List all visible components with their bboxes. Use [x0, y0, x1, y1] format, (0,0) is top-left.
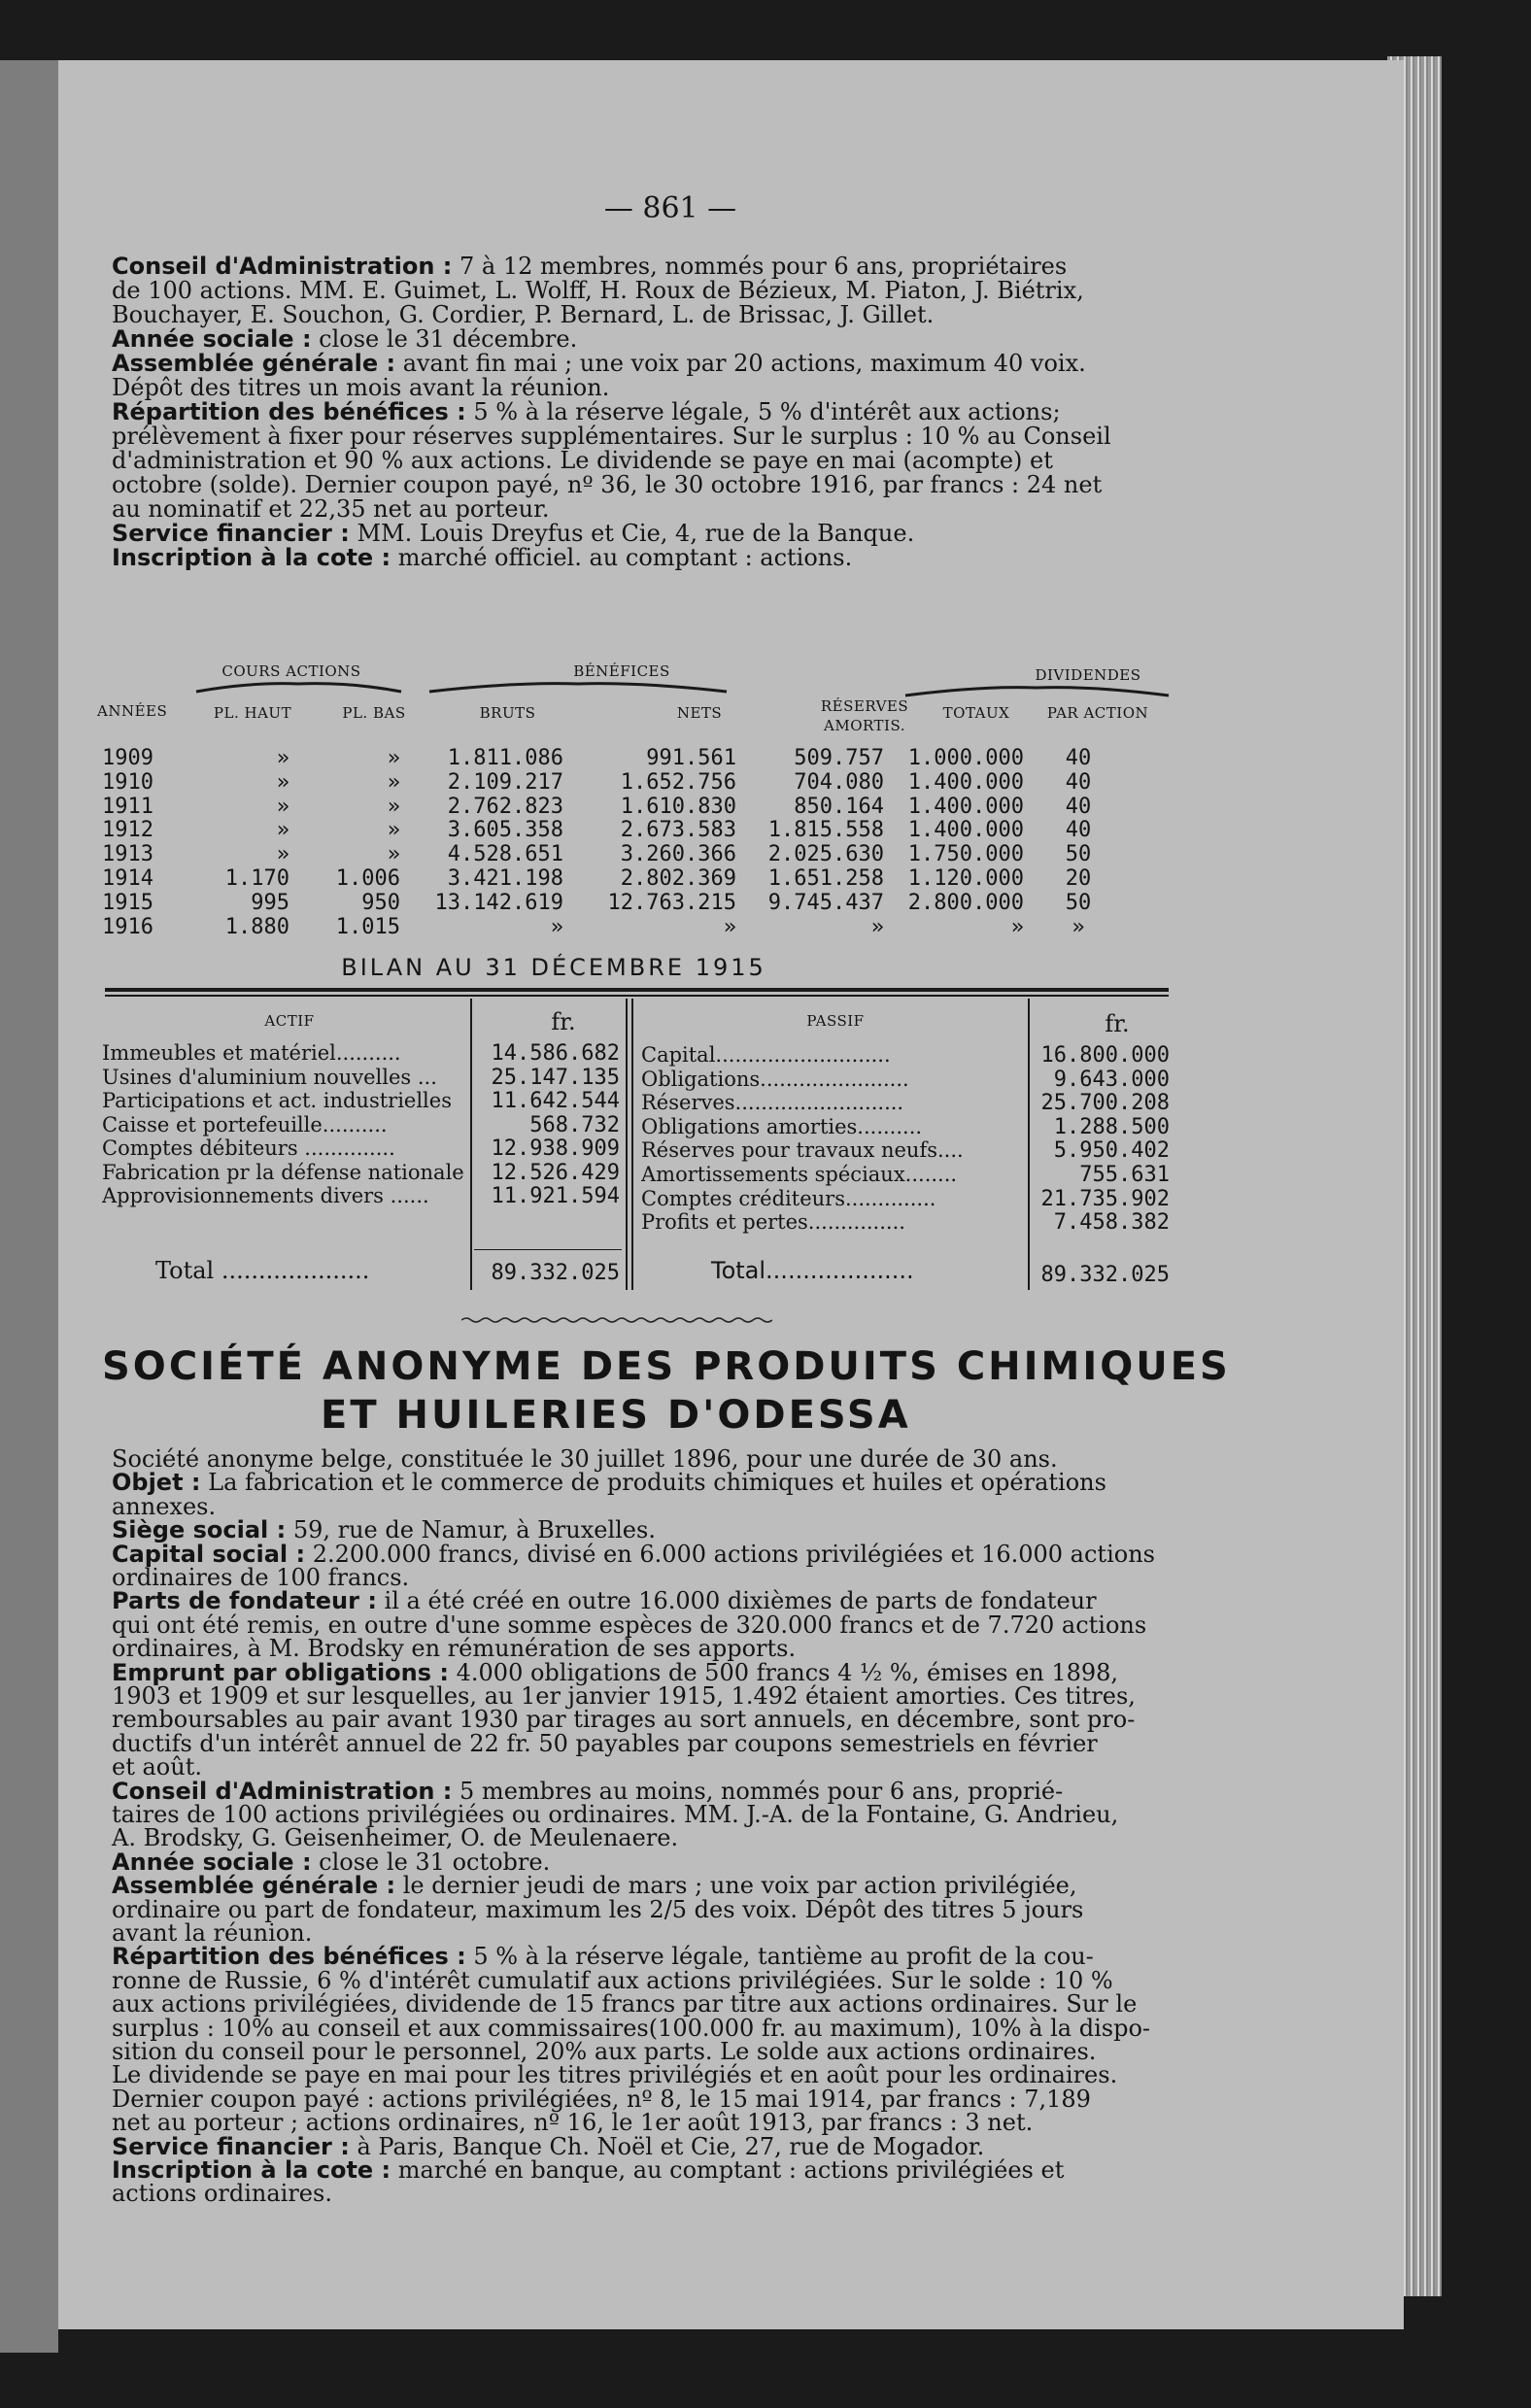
stats-cell: 1.750.000: [907, 842, 1024, 867]
sec2-line: [112, 1755, 202, 1780]
stats-cell: 991.561: [646, 746, 736, 770]
sec2-text: 5 % à la réserve légale, tantième au profit de la cou-: [465, 1943, 1094, 1971]
sec1-line: [112, 449, 1053, 473]
sec2-line: [112, 1540, 1155, 1568]
passif-value: 25.700.208: [1040, 1091, 1170, 1116]
stats-cell: 1.652.756: [620, 769, 736, 795]
bilan-vline-1: [470, 999, 472, 1290]
actif-value: 12.526.429: [491, 1160, 620, 1185]
sec1-line: [112, 497, 550, 522]
stats-cell: 2.800.000: [907, 890, 1024, 915]
sec2-line: [112, 1826, 678, 1850]
sec2-text: le dernier jeudi de mars ; une voix par action privilégiée,: [395, 1872, 1077, 1900]
passif-value: 1.288.500: [1053, 1114, 1170, 1139]
passif-value: 16.800.000: [1040, 1043, 1170, 1068]
stats-cell: »: [387, 842, 400, 867]
sec2-label: Assemblée générale :: [112, 1872, 396, 1900]
sec1-text: close le 31 décembre.: [311, 325, 578, 353]
sec2-line: [112, 2132, 985, 2160]
sec2-text: et août.: [112, 1753, 202, 1781]
total-passif-value: 89.332.025: [1040, 1263, 1170, 1287]
sec2-label: Capital social :: [112, 1540, 306, 1568]
company-title-line1: SOCIÉTÉ ANONYME DES PRODUITS CHIMIQUES: [102, 1344, 1231, 1389]
stats-cell: »: [276, 746, 289, 770]
group-cours-actions: COURS ACTIONS: [221, 662, 361, 680]
sec2-text: qui ont été remis, en outre d'une somme espèces de 320.000 francs et de 7.720 actions: [112, 1611, 1147, 1639]
facing-page-edge: [0, 60, 58, 2353]
group-dividendes: DIVIDENDES: [1035, 666, 1141, 684]
sec1-label: Répartition des bénéfices :: [112, 398, 466, 425]
actif-value: 25.147.135: [491, 1065, 620, 1090]
stats-header: PL. HAUT: [213, 704, 292, 722]
stats-cell: »: [276, 842, 289, 867]
sec2-line: [112, 2063, 1117, 2087]
stats-cell: 704.080: [794, 769, 884, 795]
passif-item: Obligations.......................: [641, 1067, 909, 1091]
stats-cell: 3.260.366: [620, 842, 736, 867]
sec1-line: [112, 279, 1084, 303]
bilan-title: BILAN AU 31 DÉCEMBRE 1915: [341, 954, 766, 981]
passif-value: 7.458.382: [1053, 1210, 1170, 1236]
actif-value: 14.586.682: [491, 1041, 620, 1066]
stats-year: 1910: [102, 769, 153, 795]
stats-cell: 1.006: [335, 866, 400, 891]
stats-cell: 50: [1065, 842, 1092, 867]
passif-item: Amortissements spéciaux........: [641, 1163, 958, 1186]
bilan-vline-3: [631, 999, 633, 1290]
actif-item: Approvisionnements divers ......: [102, 1184, 429, 1207]
sec1-label: Inscription à la cote :: [112, 544, 391, 571]
stats-cell: 1.400.000: [907, 818, 1024, 843]
actif-item: Comptes débiteurs ..............: [102, 1136, 395, 1160]
sec2-line: [112, 2040, 1096, 2064]
sec2-text: La fabrication et le commerce de produits chimiques et huiles et opérations: [200, 1469, 1106, 1497]
stats-cell: 40: [1065, 818, 1092, 843]
passif-value: 21.735.902: [1040, 1186, 1170, 1211]
sec2-line: [112, 1729, 1098, 1757]
stats-year: 1909: [102, 746, 153, 770]
sec1-text: prélèvement à fixer pour réserves supplémentaires. Sur le surplus : 10 % au Conseil: [112, 423, 1111, 450]
passif-item: Réserves..........................: [641, 1091, 904, 1115]
sec2-text: ordinaires de 100 francs.: [112, 1564, 410, 1591]
sec1-line: [112, 522, 914, 546]
actif-total-rule: [474, 1249, 622, 1250]
stats-cell: 40: [1065, 769, 1092, 795]
stats-cell: 2.762.823: [447, 794, 563, 819]
stats-cell: 3.605.358: [447, 818, 563, 843]
stats-cell: 850.164: [794, 794, 884, 819]
bilan-rule-top2: [105, 995, 1169, 997]
sec2-line: [112, 1471, 1106, 1495]
sec2-label: Objet :: [112, 1469, 201, 1497]
bilan-vline-2: [626, 999, 628, 1290]
decorative-wave-rule: [461, 1309, 772, 1328]
sec1-text: avant fin mai ; une voix par 20 actions, maximum 40 voix.: [395, 350, 1086, 377]
sec2-line: [112, 1921, 312, 1946]
sec2-text: 2.200.000 francs, divisé en 6.000 actions privilégiées et 16.000 actions: [305, 1540, 1155, 1568]
stats-cell: »: [1010, 914, 1024, 939]
stats-cell: 50: [1065, 890, 1092, 915]
sec2-text: A. Brodsky, G. Geisenheimer, O. de Meulenaere.: [112, 1824, 679, 1852]
group-benefices: BÉNÉFICES: [573, 662, 670, 680]
sec1-line: [112, 400, 1061, 424]
stats-cell: 12.763.215: [607, 890, 736, 915]
stats-cell: »: [387, 794, 400, 819]
stats-year: 1911: [102, 794, 153, 819]
stats-header: PAR ACTION: [1046, 704, 1149, 722]
stats-year: 1912: [102, 818, 153, 843]
stats-header: ANNÉES: [97, 702, 168, 720]
sec2-line: [112, 1803, 1118, 1827]
sec2-text: ordinaire ou part de fondateur, maximum les 2/5 des voix. Dépôt des titres 5 jours: [112, 1895, 1084, 1923]
sec2-text: taires de 100 actions privilégiées ou ordinaires. MM. J.-A. de la Fontaine, G. Andrieu,: [112, 1801, 1119, 1828]
sec1-text: Dépôt des titres un mois avant la réunion.: [112, 374, 610, 401]
sec2-line: [112, 1992, 1137, 2017]
sec2-label: Emprunt par obligations :: [112, 1658, 449, 1686]
stats-cell: »: [387, 746, 400, 770]
passif-item: Réserves pour travaux neufs....: [641, 1138, 964, 1163]
passif-fr: fr.: [1105, 1010, 1130, 1037]
sec2-line: [112, 1966, 1113, 1994]
sec2-text: 1903 et 1909 et sur lesquelles, au 1er janvier 1915, 1.492 étaient amorties. Ces titres,: [112, 1682, 1136, 1710]
sec1-line: [112, 473, 1102, 497]
sec1-text: d'administration et 90 % aux actions. Le dividende se paye en mai (acompte) et: [112, 447, 1053, 474]
stats-cell: 1.120.000: [907, 866, 1024, 891]
passif-item: Profits et pertes...............: [641, 1210, 905, 1235]
stats-cell: 1.170: [224, 866, 289, 891]
sec1-line: [112, 303, 934, 327]
sec2-text: surplus : 10% au conseil et aux commissaires(100.000 fr. au maximum), 10% à la dispo-: [112, 2014, 1150, 2042]
passif-value: 9.643.000: [1053, 1067, 1170, 1092]
stats-cell: 1.815.558: [767, 818, 884, 843]
sec2-text: net au porteur ; actions ordinaires, nº 16, le 1er août 1913, par francs : 3 net.: [112, 2109, 1034, 2137]
sec2-line: [112, 1589, 1097, 1613]
stats-cell: »: [1072, 914, 1085, 939]
brace-benefices: [427, 680, 729, 694]
sec2-text: 59, rue de Namur, à Bruxelles.: [286, 1516, 656, 1544]
stats-header: RÉSERVES AMORTIS.: [820, 697, 909, 734]
sec2-text: annexes.: [112, 1492, 217, 1520]
sec2-label: Service financier :: [112, 2132, 350, 2160]
sec2-label: Année sociale :: [112, 1848, 312, 1876]
sec2-line: [112, 1777, 1064, 1805]
sec1-line: [112, 254, 1067, 279]
actif-header: ACTIF: [264, 1012, 315, 1030]
sec1-text: au nominatif et 22,35 net au porteur.: [112, 495, 550, 523]
stats-cell: »: [723, 914, 736, 939]
actif-value: 568.732: [529, 1112, 620, 1137]
stats-cell: 1.400.000: [907, 769, 1024, 795]
sec2-line: [112, 1492, 217, 1520]
actif-item: Immeubles et matériel..........: [102, 1041, 401, 1065]
sec2-line: [112, 1637, 796, 1661]
passif-item: Comptes créditeurs..............: [641, 1186, 936, 1210]
sec1-line: [112, 327, 577, 352]
sec2-text: actions ordinaires.: [112, 2180, 332, 2208]
stats-cell: 1.880: [224, 914, 289, 939]
brace-cours: [194, 680, 403, 694]
sec1-text: octobre (solde). Dernier coupon payé, nº 36, le 30 octobre 1916, par francs : 24 net: [112, 471, 1103, 498]
sec1-text: marché officiel. au comptant : actions.: [391, 544, 853, 571]
sec2-text: avant la réunion.: [112, 1919, 313, 1947]
bilan-vline-4: [1028, 999, 1030, 1290]
stats-header: BRUTS: [479, 704, 536, 722]
stats-cell: 1.015: [335, 914, 400, 939]
stats-cell: 1.811.086: [447, 746, 563, 770]
sec1-text: Bouchayer, E. Souchon, G. Cordier, P. Bernard, L. de Brissac, J. Gillet.: [112, 301, 935, 328]
sec2-line: [112, 2182, 332, 2206]
sec2-line: [112, 2087, 1091, 2112]
stats-cell: 1.000.000: [907, 746, 1024, 770]
stats-header: PL. BAS: [342, 704, 406, 722]
stats-cell: 20: [1065, 866, 1092, 891]
stats-cell: 13.142.619: [434, 890, 563, 915]
stats-cell: »: [550, 914, 563, 939]
stats-year: 1915: [102, 890, 153, 915]
sec2-line: [112, 1658, 1119, 1686]
stats-cell: 40: [1065, 794, 1092, 819]
stats-header: NETS: [676, 704, 723, 722]
passif-header: PASSIF: [806, 1012, 865, 1030]
sec2-label: Inscription à la cote :: [112, 2156, 391, 2184]
stats-cell: 2.025.630: [767, 842, 884, 867]
sec2-line: [112, 1684, 1136, 1709]
sec2-label: Siège social :: [112, 1516, 287, 1544]
sec2-text: remboursables au pair avant 1930 par tirages au sort annuels, en décembre, sont pro-: [112, 1706, 1136, 1734]
stats-cell: 1.610.830: [620, 794, 736, 819]
stats-cell: 40: [1065, 746, 1092, 770]
sec2-text: sition du conseil pour le personnel, 20% aux parts. Le solde aux actions ordinaires.: [112, 2038, 1097, 2065]
passif-value: 5.950.402: [1053, 1138, 1170, 1164]
total-actif-value: 89.332.025: [491, 1261, 620, 1285]
sec2-line: [112, 1566, 409, 1590]
sec2-line: [112, 1850, 550, 1875]
sec1-label: Service financier :: [112, 520, 350, 547]
sec2-label: Parts de fondateur :: [112, 1587, 377, 1615]
sec2-text: 5 membres au moins, nommés pour 6 ans, proprié-: [452, 1777, 1064, 1805]
sec2-text: ductifs d'un intérêt annuel de 22 fr. 50 payables par coupons semestriels en février: [112, 1729, 1098, 1757]
sec2-line: [112, 1874, 1077, 1898]
sec2-line: [112, 2014, 1150, 2042]
total-passif-label: Total....................: [711, 1257, 914, 1284]
sec1-text: 5 % à la réserve légale, 5 % d'intérêt aux actions;: [465, 398, 1061, 425]
sec1-line: [112, 424, 1111, 449]
actif-fr: fr.: [551, 1008, 576, 1035]
company-title-line2: ET HUILERIES D'ODESSA: [321, 1393, 911, 1438]
stats-cell: 1.400.000: [907, 794, 1024, 819]
sec2-text: il a été créé en outre 16.000 dixièmes de parts de fondateur: [376, 1587, 1097, 1615]
sec2-line: [112, 1895, 1084, 1923]
actif-value: 11.921.594: [491, 1184, 620, 1208]
sec1-text: de 100 actions. MM. E. Guimet, L. Wolff, H. Roux de Bézieux, M. Piaton, J. Biétrix,: [112, 277, 1084, 304]
stats-cell: 2.673.583: [620, 818, 736, 843]
sec2-text: close le 31 octobre.: [311, 1848, 551, 1876]
sec2-line: [112, 1708, 1135, 1732]
sec1-label: Conseil d'Administration :: [112, 253, 453, 280]
sec1-line: [112, 352, 1086, 376]
sec2-label: Répartition des bénéfices :: [112, 1943, 466, 1971]
stats-cell: »: [870, 914, 884, 939]
sec2-text: 4.000 obligations de 500 francs 4 ½ %, émises en 1898,: [449, 1658, 1119, 1686]
sec1-label: Année sociale :: [112, 325, 312, 353]
sec2-label: Conseil d'Administration :: [112, 1777, 453, 1805]
brace-dividendes: [903, 684, 1171, 697]
sec1-label: Assemblée générale :: [112, 350, 396, 377]
actif-value: 12.938.909: [491, 1136, 620, 1161]
actif-value: 11.642.544: [491, 1089, 620, 1113]
stats-header: TOTAUX: [942, 704, 1010, 722]
stats-cell: »: [276, 769, 289, 795]
sec2-line: [112, 1613, 1146, 1638]
sec1-text: 7 à 12 membres, nommés pour 6 ans, propriétaires: [452, 253, 1068, 280]
stats-cell: »: [387, 818, 400, 843]
actif-item: Usines d'aluminium nouvelles ...: [102, 1065, 437, 1089]
sec2-line: [112, 1945, 1094, 1969]
bilan-rule-top: [105, 988, 1169, 992]
stats-cell: 2.109.217: [447, 769, 563, 795]
stats-cell: 509.757: [794, 746, 884, 770]
stats-year: 1916: [102, 914, 153, 939]
sec1-line: [112, 546, 852, 570]
sec1-text: MM. Louis Dreyfus et Cie, 4, rue de la Banque.: [349, 520, 915, 547]
stats-cell: 1.651.258: [767, 866, 884, 891]
sec2-text: aux actions privilégiées, dividende de 15 francs par titre aux actions ordinaires. Sur le: [112, 1990, 1138, 2018]
sec2-line: [112, 2111, 1033, 2135]
total-actif-label: Total ....................: [155, 1257, 370, 1284]
actif-item: Caisse et portefeuille..........: [102, 1112, 388, 1136]
sec2-text: marché en banque, au comptant : actions privilégiées et: [391, 2156, 1065, 2184]
sec1-line: [112, 376, 609, 400]
passif-item: Capital...........................: [641, 1043, 891, 1067]
actif-item: Participations et act. industrielles: [102, 1089, 452, 1112]
stats-cell: »: [276, 794, 289, 819]
sec2-line: [112, 2158, 1064, 2183]
book-page: [58, 60, 1404, 2329]
sec2-text: à Paris, Banque Ch. Noël et Cie, 27, rue de Mogador.: [349, 2132, 985, 2160]
sec2-text: Dernier coupon payé : actions privilégiées, nº 8, le 15 mai 1914, par francs : 7,189: [112, 2085, 1091, 2113]
sec2-text: Société anonyme belge, constituée le 30 juillet 1896, pour une durée de 30 ans.: [112, 1445, 1058, 1473]
actif-item: Fabrication pr la défense nationale: [102, 1160, 464, 1184]
stats-cell: 3.421.198: [447, 866, 563, 891]
stats-cell: 9.745.437: [767, 890, 884, 915]
passif-item: Obligations amorties..........: [641, 1114, 923, 1138]
stats-cell: »: [276, 818, 289, 843]
passif-value: 755.631: [1079, 1163, 1170, 1187]
sec2-line: [112, 1447, 1058, 1472]
stats-cell: 950: [361, 890, 400, 915]
stats-cell: 4.528.651: [447, 842, 563, 867]
sec2-line: [112, 1518, 656, 1543]
stats-year: 1913: [102, 842, 153, 867]
sec2-text: ronne de Russie, 6 % d'intérêt cumulatif aux actions privilégiées. Sur le solde : 10 %: [112, 1966, 1113, 1994]
page-number: — 861 —: [603, 191, 737, 225]
stats-cell: »: [387, 769, 400, 795]
stats-cell: 995: [251, 890, 289, 915]
stats-cell: 2.802.369: [620, 866, 736, 891]
sec2-text: Le dividende se paye en mai pour les titres privilégiés et en août pour les ordinaires.: [112, 2061, 1118, 2089]
sec2-text: ordinaires, à M. Brodsky en rémunération de ses apports.: [112, 1635, 797, 1663]
stats-year: 1914: [102, 866, 153, 891]
